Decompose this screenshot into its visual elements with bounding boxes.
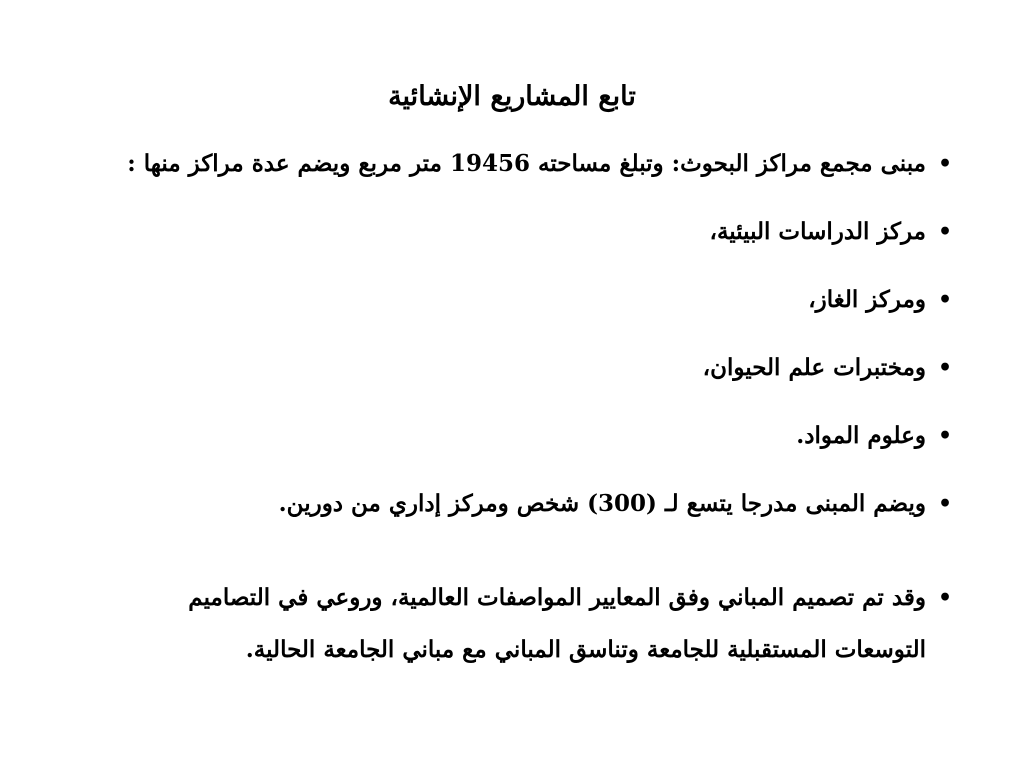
bullet-text: وعلوم المواد.	[796, 422, 926, 449]
slide-title: تابع المشاريع الإنشائية	[388, 81, 636, 112]
bullet-dot-icon: •	[937, 423, 952, 449]
bullet-text: ومختبرات علم الحيوان،	[702, 354, 926, 381]
bullet-item	[152, 208, 952, 256]
bullet-dot-icon: •	[937, 491, 952, 517]
bullet-list	[127, 140, 952, 696]
bullet-item	[152, 412, 952, 460]
bullet-text: مركز الدراسات البيئية،	[709, 218, 926, 245]
bullet-item	[152, 572, 952, 676]
bullet-dot-icon: •	[937, 355, 952, 381]
bullet-text: مبنى مجمع مراكز البحوث: وتبلغ مساحته 19456 متر مربع ويضم عدة مراكز منها :	[127, 150, 926, 177]
bullet-item	[152, 276, 952, 324]
bullet-text: ويضم المبنى مدرجا يتسع لـ (300) شخص ومركز إداري من دورين.	[278, 490, 926, 517]
bullet-item	[152, 344, 952, 392]
bullet-text: وقد تم تصميم المباني وفق المعايير المواصفات العالمية، وروعي في التصاميم التوسعات المستقبلية للجامعة وتناسق المباني مع مباني الجامعة الحالية.	[188, 584, 926, 663]
bullet-dot-icon: •	[937, 219, 952, 245]
bullet-dot-icon: •	[937, 585, 952, 611]
bullet-dot-icon: •	[937, 287, 952, 313]
bullet-item	[152, 480, 952, 528]
bullet-dot-icon: •	[937, 151, 952, 177]
bullet-text: ومركز الغاز،	[808, 286, 926, 313]
bullet-item	[127, 140, 952, 188]
